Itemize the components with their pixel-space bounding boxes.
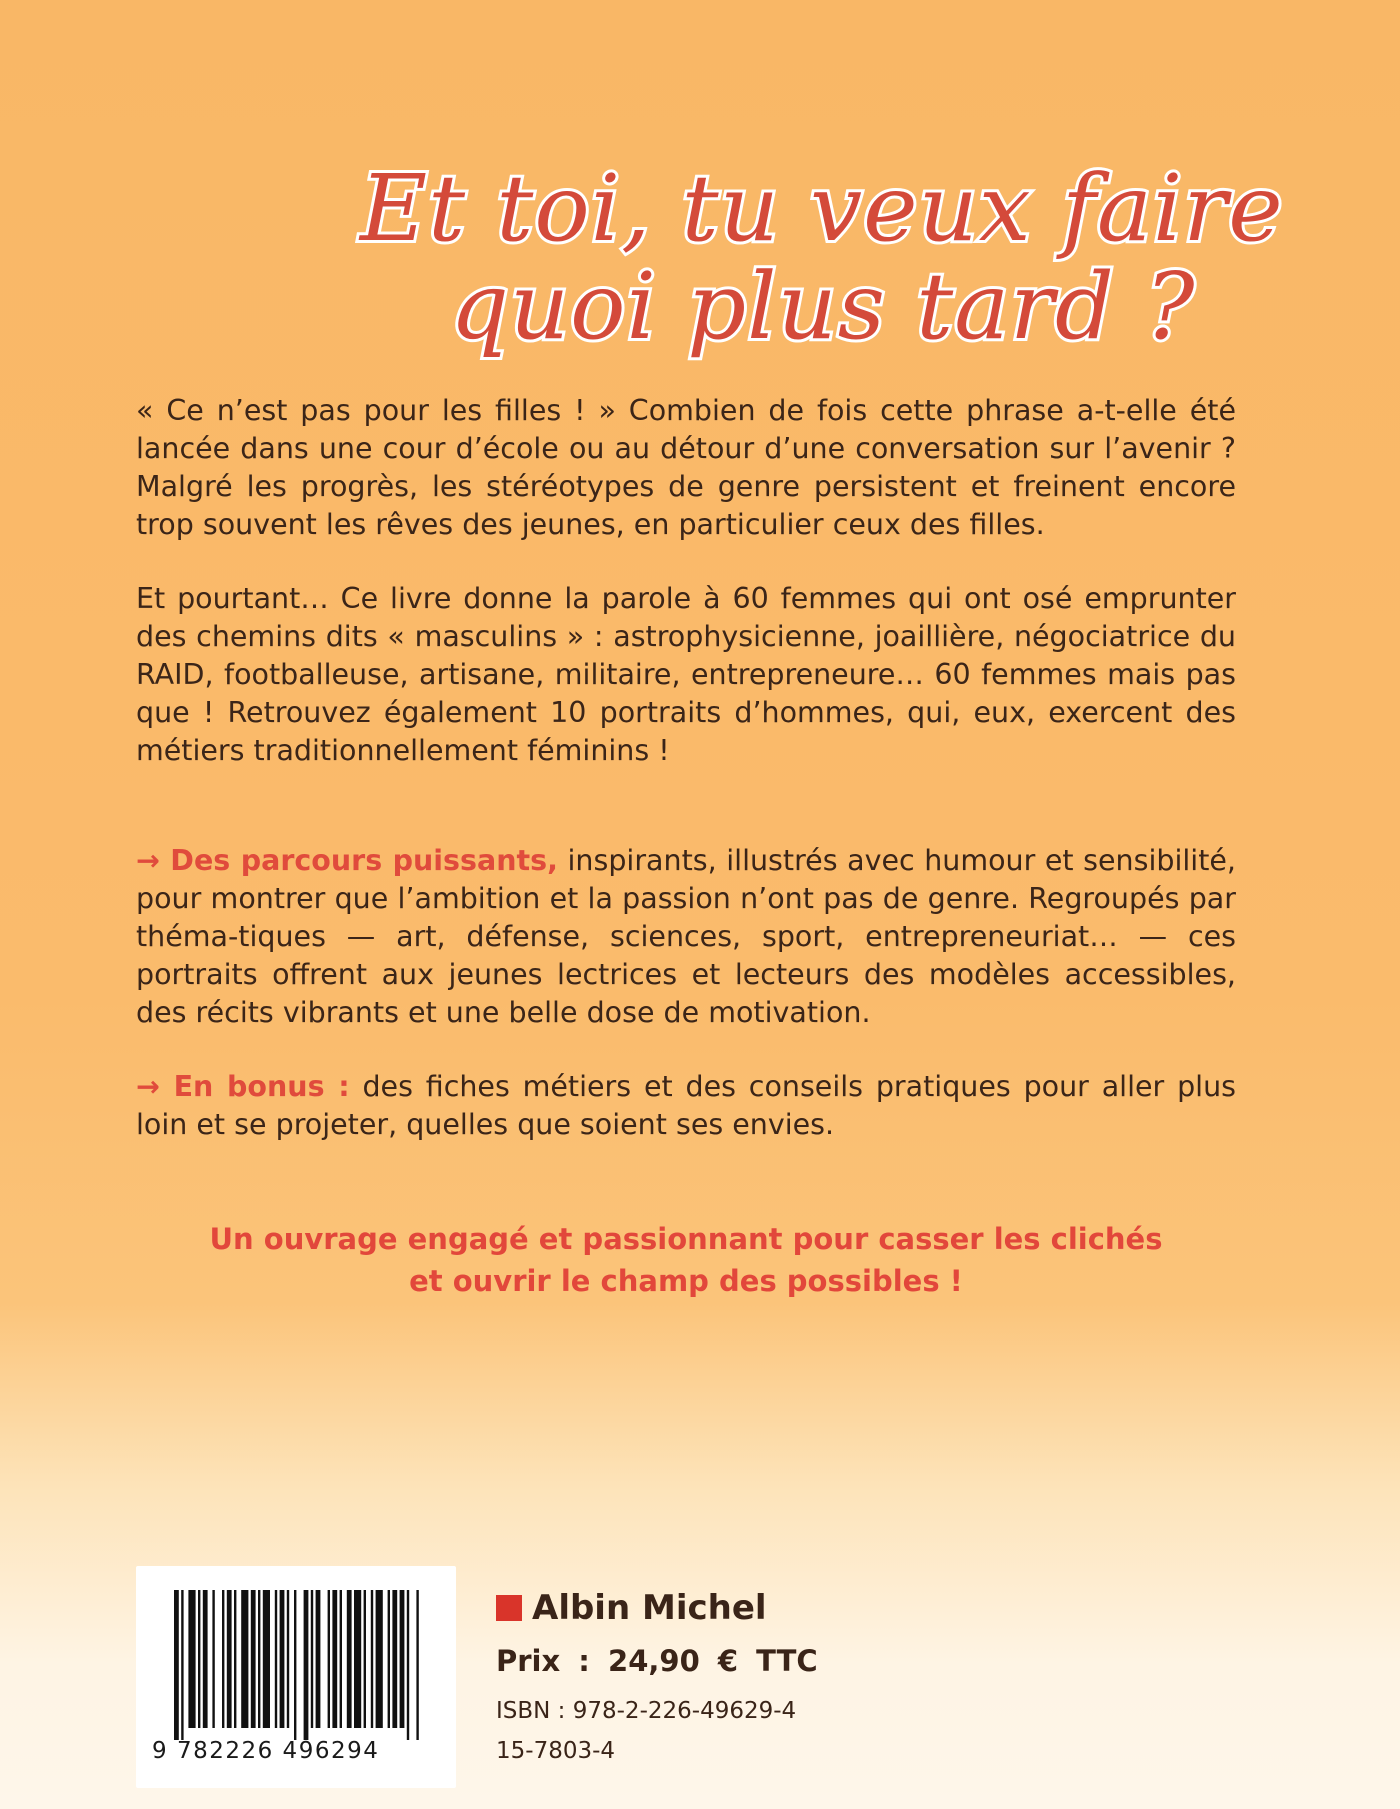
bonus-lead: → En bonus : <box>136 1070 350 1103</box>
barcode-bar <box>241 1590 248 1728</box>
barcode-bar <box>407 1590 409 1740</box>
barcode-bar <box>371 1590 373 1728</box>
highlights-text: inspirants, illustrés avec humour et sensibilité, pour montrer que l’ambition et la passion n’ont pas de genre. Regroupés par théma-tiques — art, défense, sciences, sport, entrepreneuriat… — ces portraits offrent aux jeunes lectrices et lecteurs des modèles accessibles, des récits vibrants et une belle dose de motivation. <box>136 844 1236 1029</box>
barcode-bar <box>222 1590 224 1728</box>
barcode-bar <box>376 1590 383 1728</box>
barcode-bar <box>304 1590 309 1740</box>
barcode-bar <box>287 1590 289 1728</box>
barcode-bar <box>347 1590 352 1728</box>
barcode-label <box>136 1566 456 1788</box>
title-handwriting <box>300 150 1284 370</box>
bonus-text: des fiches métiers et des conseils pratiques pour aller plus loin et se projeter, quelles que soient ses envies. <box>136 1070 1236 1141</box>
barcode-bar <box>416 1590 418 1740</box>
description-paragraph: Et pourtant… Ce livre donne la parole à 60 femmes qui ont osé emprunter des chemins dits « masculins » : astrophysicienne, joaillière, négociatrice du RAID, footballeuse, artisane, militaire, entrepreneure… 60 femmes mais pas que ! Retrouvez également 10 portraits d’hommes, qui, eux, exercent des métiers traditionnellement féminins ! <box>136 582 1236 767</box>
publisher-name: Albin Michel <box>532 1588 767 1628</box>
isbn: ISBN : 978-2-226-49629-4 <box>496 1698 797 1724</box>
barcode-digits: 9 782226 496294 <box>152 1738 380 1764</box>
barcode-bar <box>316 1590 321 1728</box>
barcode-bar <box>364 1590 366 1728</box>
barcode-bar <box>275 1590 277 1728</box>
barcode-bar <box>258 1590 260 1728</box>
barcode-bar <box>311 1590 313 1728</box>
barcode-bar <box>354 1590 361 1728</box>
barcode-bar <box>340 1590 342 1728</box>
barcode-bar <box>227 1590 232 1728</box>
publisher-square-icon <box>496 1595 522 1621</box>
barcode-bar <box>400 1590 405 1728</box>
barcode-bar <box>263 1590 270 1728</box>
price-label: Prix : <box>496 1644 590 1678</box>
price-value: 24,90 € TTC <box>608 1644 818 1678</box>
tagline <box>136 1218 1236 1302</box>
barcode-bar <box>392 1590 397 1728</box>
tagline-line-2: et ouvrir le champ des possibles ! <box>409 1264 963 1298</box>
barcode-icon <box>174 1590 424 1740</box>
cover-title <box>300 150 1284 370</box>
barcode-bar <box>328 1590 330 1728</box>
publisher-logo <box>496 1588 767 1628</box>
tagline-line-1: Un ouvrage engagé et passionnant pour casser les clichés <box>209 1222 1163 1256</box>
barcode-bar <box>332 1590 337 1728</box>
intro-paragraph: « Ce n’est pas pour les filles ! » Combien de fois cette phrase a-t-elle été lancée dans une cour d’école ou au détour d’une conversation sur l’avenir ? Malgré les progrès, les stéréotypes de genre persistent et freinent encore trop souvent les rêves des jeunes, en particulier ceux des filles. <box>136 394 1236 541</box>
barcode-bar <box>188 1590 195 1728</box>
barcode-bar <box>212 1590 214 1728</box>
barcode-bar <box>174 1590 179 1740</box>
barcode-bar <box>388 1590 390 1728</box>
barcode-bar <box>203 1590 208 1728</box>
bonus-paragraph <box>136 1068 1236 1144</box>
barcode-bar <box>294 1590 296 1740</box>
barcode-bar <box>280 1590 285 1728</box>
title-line-1: Et toi, tu veux faire <box>360 155 1284 262</box>
barcode-bar <box>198 1590 200 1728</box>
internal-code: 15-7803-4 <box>496 1738 616 1764</box>
price <box>496 1644 818 1678</box>
highlights-lead: → Des parcours puissants, <box>136 844 558 877</box>
highlights-paragraph <box>136 842 1236 1032</box>
barcode-bar <box>181 1590 183 1740</box>
barcode-bar <box>234 1590 236 1728</box>
title-line-2: quoi plus tard ? <box>450 253 1196 360</box>
barcode-bar <box>251 1590 256 1728</box>
